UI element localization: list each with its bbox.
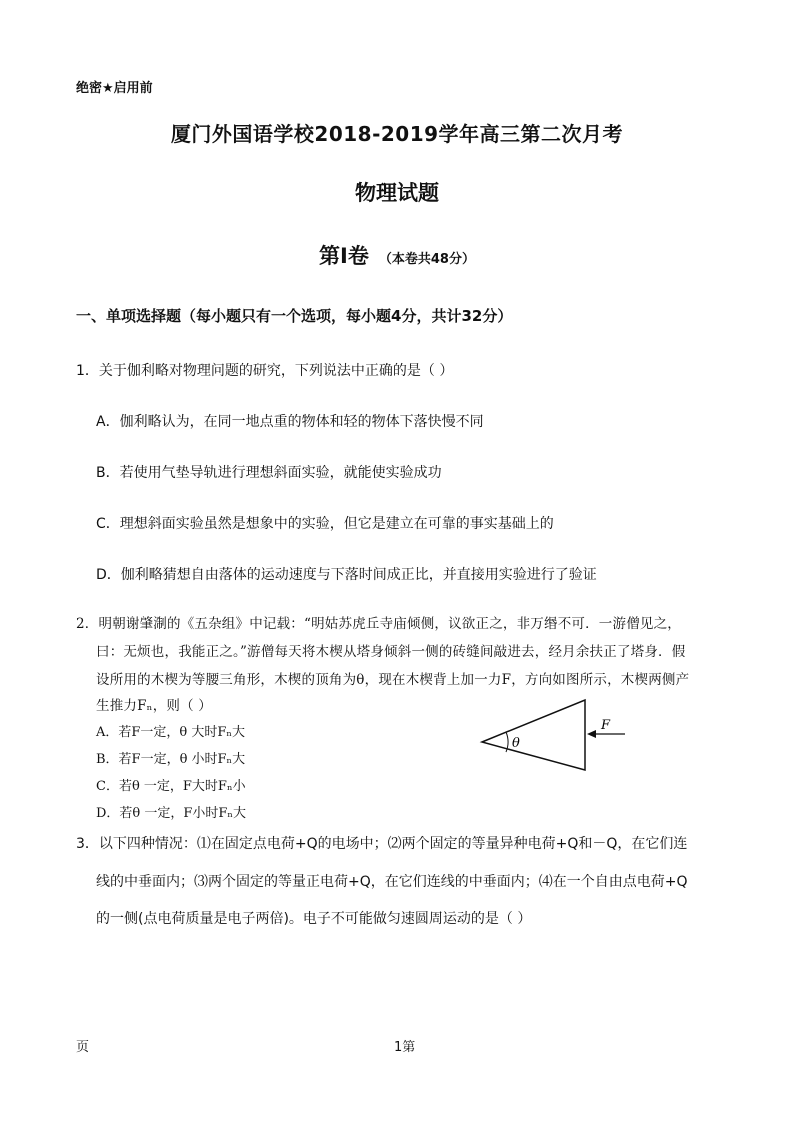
question-2-line-1: 2．明朝谢肇淛的《五杂组》中记载：“明姑苏虎丘寺庙倾侧，议欲正之，非万缗不可．一游僧见之， xyxy=(76,616,681,632)
force-label: F xyxy=(601,718,611,733)
question-2-option-c: C．若θ 一定，F大时Fₙ小 xyxy=(96,779,246,794)
exam-title: 厦门外国语学校2018-2019学年高三第二次月考 xyxy=(170,122,624,146)
question-1-option-b: B．若使用气垫导轨进行理想斜面实验，就能使实验成功 xyxy=(96,465,442,481)
question-3-line-1: 3．以下四种情况：⑴在固定点电荷+Q的电场中；⑵两个固定的等量异种电荷+Q和－Q，在它们连 xyxy=(76,836,688,852)
footer-page-label: 页 xyxy=(76,1040,90,1055)
footer-page-number: 1第 xyxy=(394,1040,416,1055)
question-2-line-4: 生推力Fₙ，则（ ） xyxy=(96,698,212,714)
question-1-stem: 1．关于伽利略对物理问题的研究，下列说法中正确的是（ ） xyxy=(76,363,454,379)
question-3-line-3: 的一侧(点电荷质量是电子两倍)。电子不可能做匀速圆周运动的是（ ） xyxy=(96,911,532,927)
question-2-option-b: B．若F一定，θ 小时Fₙ大 xyxy=(96,752,246,767)
question-2-option-a: A．若F一定，θ 大时Fₙ大 xyxy=(96,725,246,740)
angle-label: θ xyxy=(512,736,520,751)
subject-title: 物理试题 xyxy=(355,181,439,205)
question-2-line-2: 曰：无烦也，我能正之。”游僧每天将木楔从塔身倾斜一侧的砖缝间敲进去，经月余扶正了塔身．假 xyxy=(96,644,686,660)
question-1-option-c: C．理想斜面实验虽然是想象中的实验，但它是建立在可靠的事实基础上的 xyxy=(96,516,554,532)
volume-note: （本卷共48分） xyxy=(378,252,475,267)
confidential-label: 绝密★启用前 xyxy=(76,81,153,96)
question-2-line-3: 设所用的木楔为等腰三角形，木楔的顶角为θ，现在木楔背上加一力F，方向如图所示，木楔两侧产 xyxy=(96,672,690,688)
question-2-option-d: D．若θ 一定，F小时Fₙ大 xyxy=(96,806,247,821)
wedge-triangle xyxy=(482,700,585,770)
volume-label: 第Ⅰ卷 xyxy=(319,244,369,268)
question-3-line-2: 线的中垂面内；⑶两个固定的等量正电荷+Q，在它们连线的中垂面内；⑷在一个自由点电荷+Q xyxy=(96,874,688,890)
section-title: 一、单项选择题（每小题只有一个选项，每小题4分，共计32分） xyxy=(76,307,513,325)
question-1-option-a: A．伽利略认为，在同一地点重的物体和轻的物体下落快慢不同 xyxy=(96,414,484,430)
force-arrow-head xyxy=(587,730,596,738)
volume-heading xyxy=(0,240,794,270)
question-1-option-d: D．伽利略猜想自由落体的运动速度与下落时间成正比，并直接用实验进行了验证 xyxy=(96,567,597,583)
wedge-figure xyxy=(470,690,640,780)
